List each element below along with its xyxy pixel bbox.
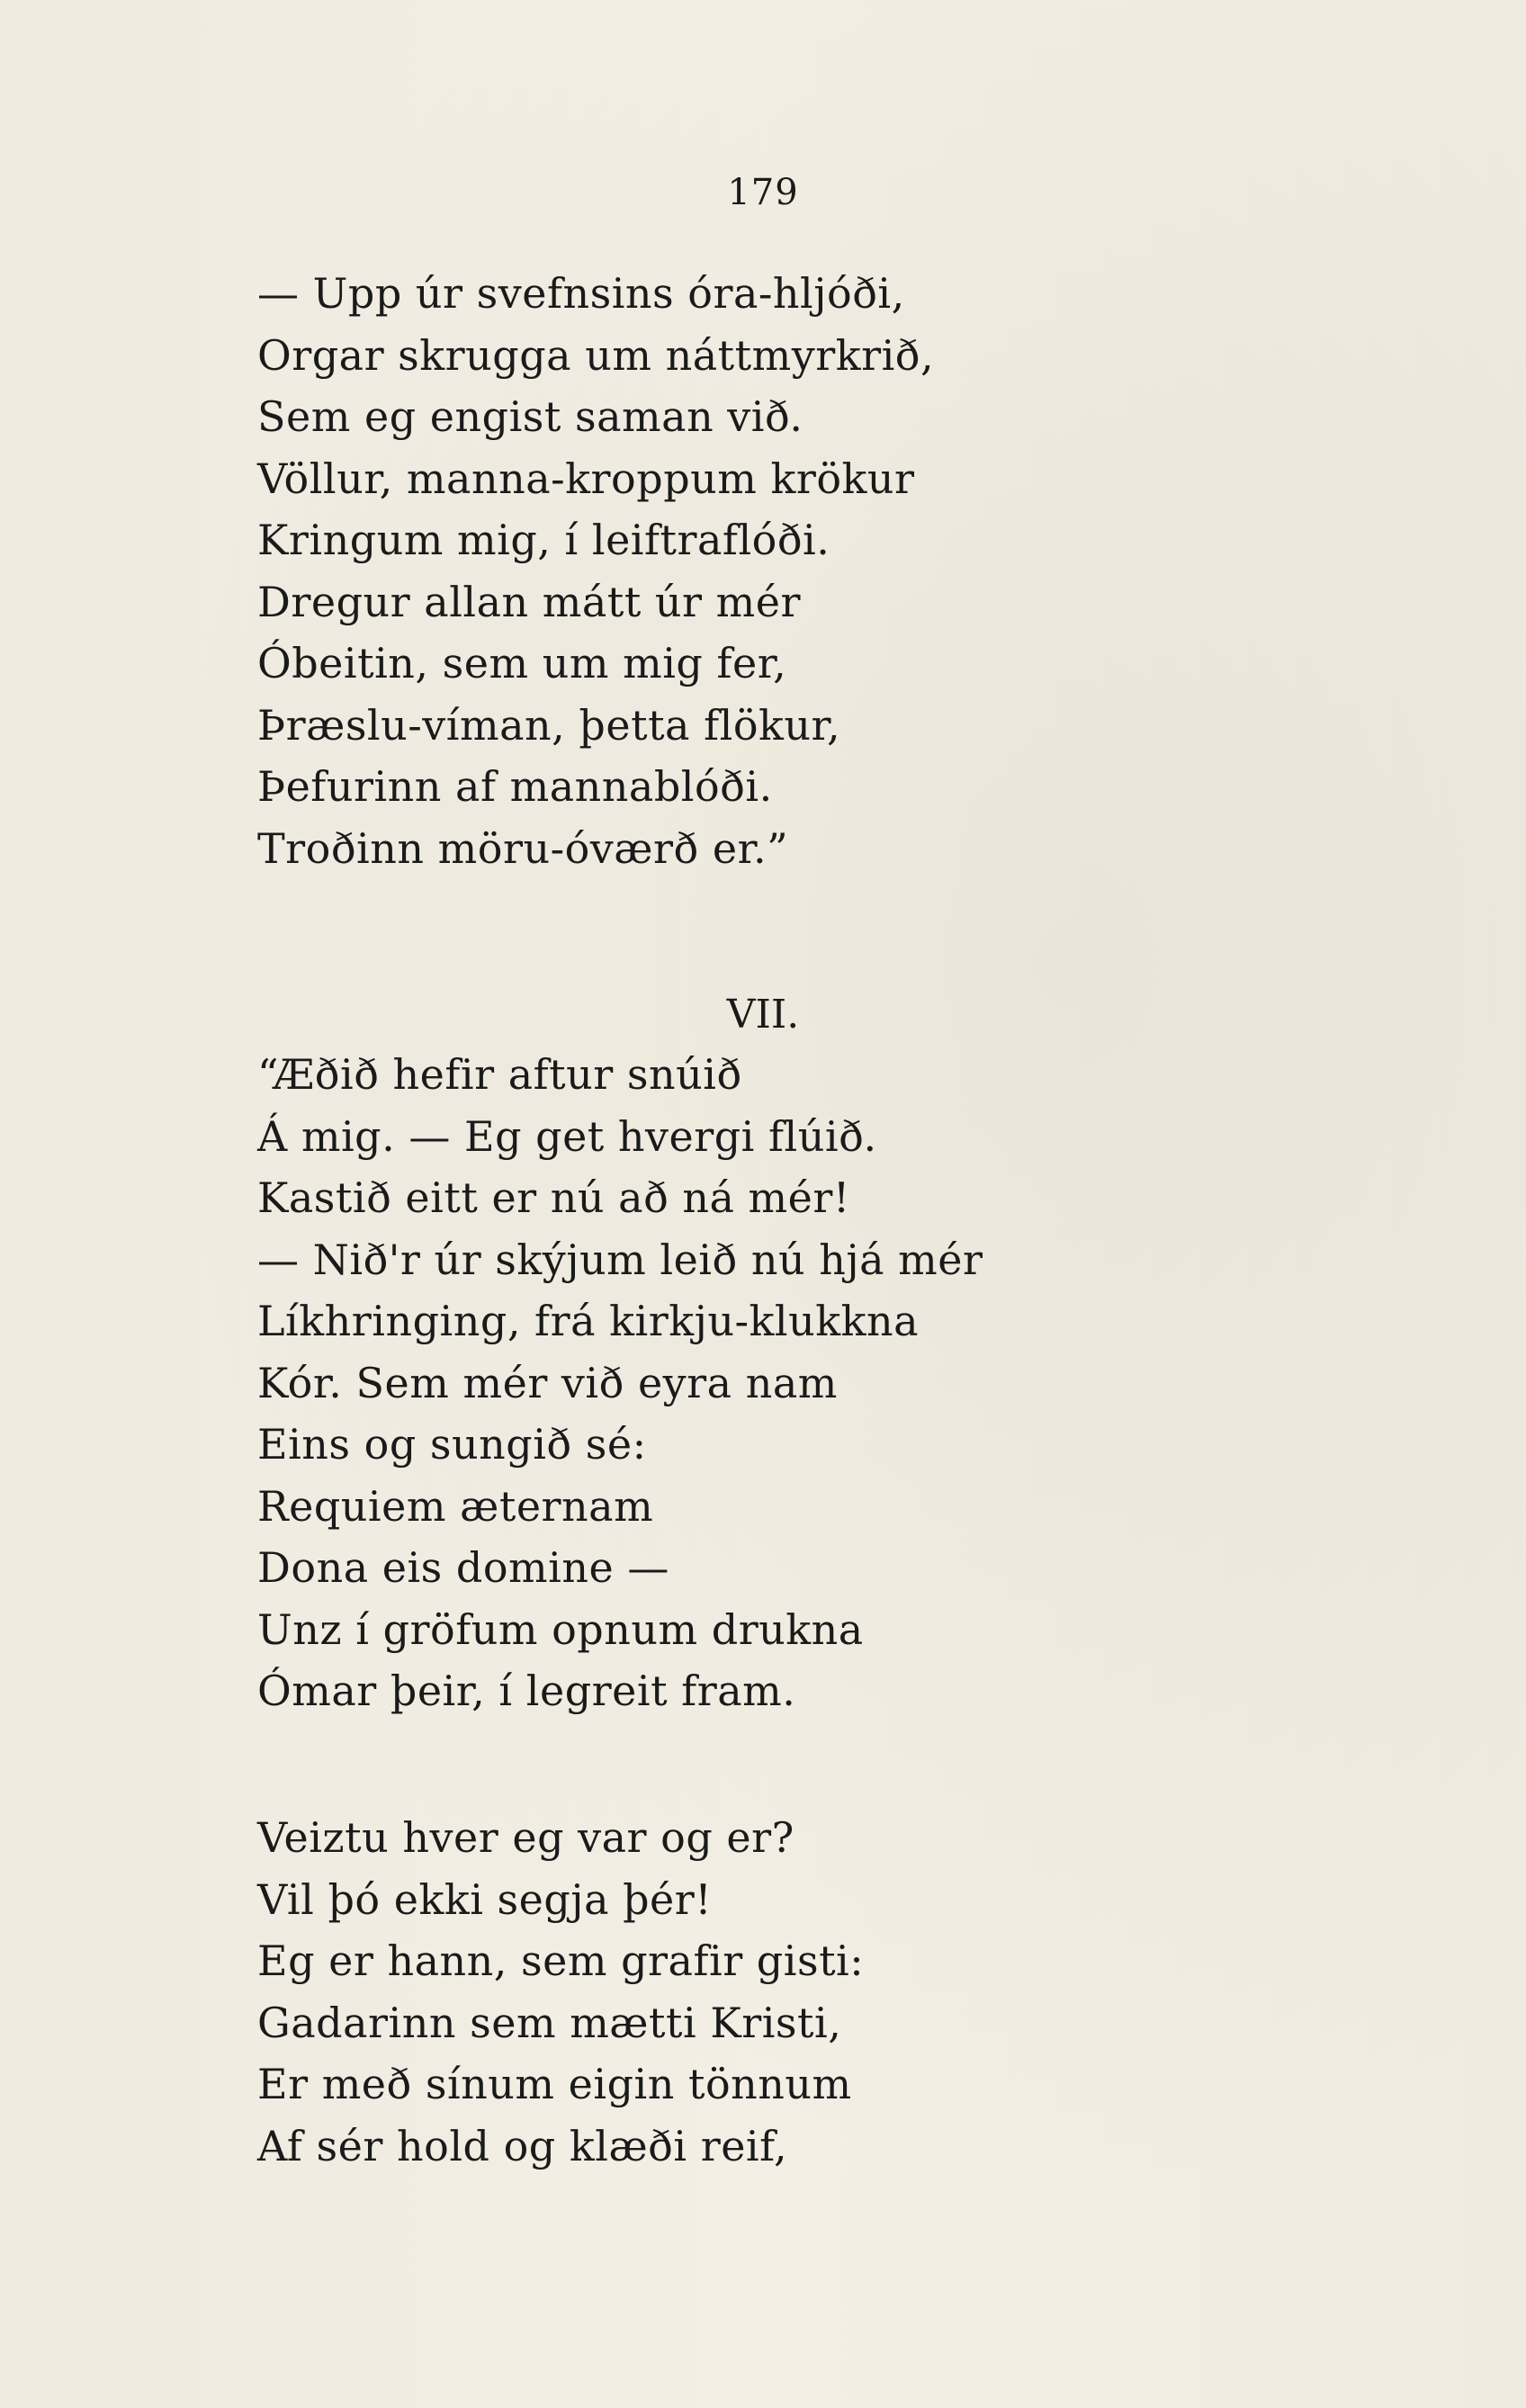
- verse-line: Gadarinn sem mætti Kristi,: [257, 1998, 842, 2047]
- verse-line: Þræslu-víman, þetta flökur,: [257, 700, 841, 750]
- stanza-3: [257, 1807, 864, 2177]
- verse-line: Líkhringing, frá kirkju-klukkna: [257, 1297, 920, 1345]
- verse-line: Vil þó ekki segja þér!: [257, 1874, 713, 1924]
- verse-line: Á mig. — Eg get hvergi flúið.: [257, 1111, 877, 1161]
- section-heading: VII.: [726, 992, 800, 1038]
- verse-line: Er með sínum eigin tönnum: [257, 2060, 852, 2108]
- verse-line: Óbeitin, sem um mig fer,: [257, 639, 787, 687]
- verse-line: Requiem æternam: [257, 1481, 654, 1531]
- verse-line: Kastið eitt er nú að ná mér!: [257, 1173, 850, 1222]
- verse-line: Völlur, manna-kroppum krökur: [257, 454, 915, 503]
- verse-line: Eg er hann, sem grafir gisti:: [257, 1936, 865, 1985]
- verse-line: Orgar skrugga um náttmyrkrið,: [257, 330, 935, 380]
- stanza-1: [257, 263, 934, 879]
- page-number: 179: [727, 172, 799, 213]
- verse-line: Ómar þeir, í legreit fram.: [257, 1667, 796, 1715]
- verse-line: Unz í gröfum opnum drukna: [257, 1604, 864, 1654]
- verse-line: — Upp úr svefnsins óra-hljóði,: [257, 269, 905, 318]
- verse-line: Dregur allan mátt úr mér: [257, 577, 802, 626]
- verse-line: Þefurinn af mannablóði.: [257, 762, 773, 811]
- verse-line: Veiztu hver eg var og er?: [257, 1813, 794, 1862]
- verse-line: Troðinn möru-óværð er.”: [257, 823, 789, 873]
- verse-line: Kór. Sem mér við eyra nam: [257, 1358, 838, 1407]
- verse-line: Sem eg engist saman við.: [257, 392, 803, 441]
- stanza-2: [257, 1044, 983, 1722]
- verse-line: Af sér hold og klæði reif,: [257, 2121, 788, 2170]
- verse-line: — Nið'r úr skýjum leið nú hjá mér: [257, 1235, 983, 1284]
- verse-line: “Æðið hefir aftur snúið: [257, 1050, 742, 1099]
- verse-line: Eins og sungið sé:: [257, 1420, 647, 1469]
- verse-line: Dona eis domine —: [257, 1543, 669, 1592]
- verse-line: Kringum mig, í leiftraflóði.: [257, 516, 830, 564]
